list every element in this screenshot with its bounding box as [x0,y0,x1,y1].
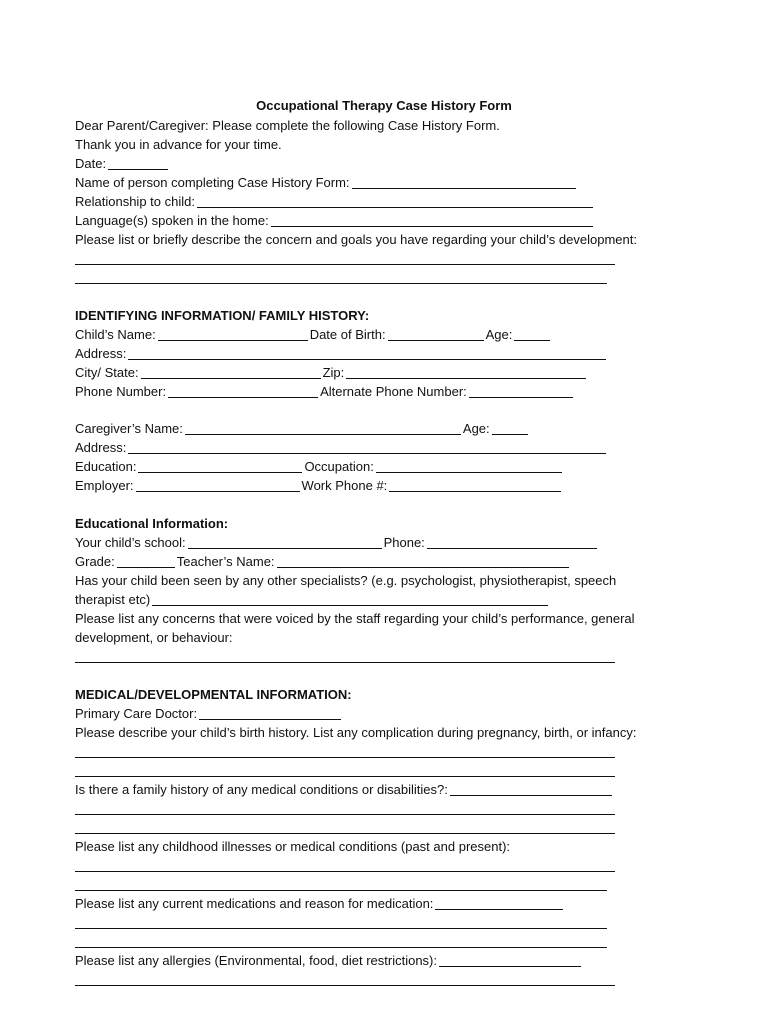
allergies-label: Please list any allergies (Environmental, food, diet restrictions): [75,953,437,968]
childs-name-field[interactable] [158,327,308,341]
date-field[interactable] [108,156,168,170]
education-row [75,457,564,476]
school-phone-label: Phone: [383,535,425,550]
caregiver-name-label: Caregiver’s Name: [75,421,183,436]
specialists-field[interactable] [152,592,548,606]
teacher-field[interactable] [277,554,569,568]
completed-by-label: Name of person completing Case History Form: [75,175,350,190]
identifying-heading: IDENTIFYING INFORMATION/ FAMILY HISTORY: [75,308,370,323]
medications-label: Please list any current medications and reason for medication: [75,896,434,911]
birth-history-answer-line-2[interactable] [75,776,615,777]
caregiver-address-row [75,438,608,457]
caregiver-name-row [75,419,530,438]
family-history-field[interactable] [450,782,612,796]
city-state-row [75,363,588,382]
staff-concerns-answer-line[interactable] [75,662,615,663]
languages-label: Language(s) spoken in the home: [75,213,269,228]
specialists-row-2 [75,590,550,609]
occupation-field[interactable] [376,459,562,473]
birth-history-row [75,723,636,742]
family-history-answer-line-1[interactable] [75,814,615,815]
medications-answer-line-2[interactable] [75,947,607,948]
doctor-field[interactable] [199,706,341,720]
caregiver-age-field[interactable] [492,421,528,435]
childs-name-label: Child’s Name: [75,327,156,342]
employer-label: Employer: [75,478,134,493]
medications-row [75,894,565,913]
address-label: Address: [75,346,127,361]
birth-history-answer-line-1[interactable] [75,757,615,758]
specialists-label-1: Has your child been seen by any other specialists? (e.g. psychologist, physiotherapist, speech [75,573,617,588]
age-label: Age: [485,327,513,342]
staff-concerns-row-1 [75,609,635,628]
staff-concerns-label-1: Please list any concerns that were voiced by the staff regarding your child’s performance, general [75,611,635,626]
grade-label: Grade: [75,554,115,569]
caregiver-name-field[interactable] [185,421,461,435]
work-phone-field[interactable] [389,478,561,492]
birth-history-label: Please describe your child’s birth history. List any complication during pregnancy, birth, or infancy: [75,725,637,740]
phone-field[interactable] [168,384,318,398]
concerns-answer-line-2[interactable] [75,283,607,284]
concerns-label: Please list or briefly describe the concern and goals you have regarding your child’s development: [75,232,637,247]
date-label: Date: [75,156,107,171]
family-history-answer-line-2[interactable] [75,833,615,834]
school-field[interactable] [188,535,382,549]
date-row [75,154,170,173]
education-field[interactable] [138,459,302,473]
staff-concerns-row-2 [75,628,233,647]
allergies-field[interactable] [439,953,581,967]
caregiver-age-label: Age: [462,421,490,436]
educational-heading: Educational Information: [75,516,229,531]
concerns-answer-line-1[interactable] [75,264,615,265]
family-history-row [75,780,614,799]
education-label: Education: [75,459,137,474]
work-phone-label: Work Phone #: [301,478,388,493]
allergies-row [75,951,583,970]
occupation-label: Occupation: [304,459,374,474]
dob-label: Date of Birth: [309,327,386,342]
employer-row [75,476,563,495]
medications-answer-line-1[interactable] [75,928,607,929]
illnesses-answer-line-1[interactable] [75,871,615,872]
school-phone-field[interactable] [427,535,597,549]
zip-label: Zip: [322,365,345,380]
educational-heading-row [75,514,228,533]
dob-field[interactable] [388,327,484,341]
greeting-text [75,116,500,135]
child-name-row [75,325,552,344]
illnesses-label: Please list any childhood illnesses or medical conditions (past and present): [75,839,511,854]
caregiver-address-field[interactable] [128,440,606,454]
zip-field[interactable] [346,365,586,379]
identifying-heading-row [75,306,369,325]
thanks-text [75,135,282,154]
staff-concerns-label-2: development, or behaviour: [75,630,233,645]
relationship-label: Relationship to child: [75,194,195,209]
illnesses-answer-line-2[interactable] [75,890,607,891]
age-field[interactable] [514,327,550,341]
city-state-label: City/ State: [75,365,139,380]
school-row [75,533,599,552]
grade-row [75,552,571,571]
school-label: Your child’s school: [75,535,186,550]
doctor-label: Primary Care Doctor: [75,706,198,721]
thanks-label: Thank you in advance for your time. [75,137,282,152]
alt-phone-field[interactable] [469,384,573,398]
allergies-answer-line-1[interactable] [75,985,615,986]
address-field[interactable] [128,346,606,360]
alt-phone-label: Alternate Phone Number: [320,384,467,399]
family-history-label: Is there a family history of any medical conditions or disabilities?: [75,782,448,797]
completed-by-row [75,173,578,192]
phone-label: Phone Number: [75,384,167,399]
languages-field[interactable] [271,213,593,227]
languages-row [75,211,595,230]
grade-field[interactable] [117,554,175,568]
teacher-label: Teacher’s Name: [176,554,275,569]
specialists-row-1 [75,571,616,590]
greeting-label: Dear Parent/Caregiver: Please complete the following Case History Form. [75,118,500,133]
medical-heading-row [75,685,352,704]
concerns-row [75,230,637,249]
phone-row [75,382,575,401]
employer-field[interactable] [136,478,300,492]
address-row [75,344,608,363]
relationship-field[interactable] [197,194,593,208]
medical-heading: MEDICAL/DEVELOPMENTAL INFORMATION: [75,687,352,702]
form-title: Occupational Therapy Case History Form [256,98,512,113]
relationship-row [75,192,595,211]
completed-by-field[interactable] [352,175,576,189]
specialists-label-2: therapist etc) [75,592,151,607]
doctor-row [75,704,343,723]
medications-field[interactable] [435,896,563,910]
caregiver-address-label: Address: [75,440,127,455]
illnesses-row [75,837,510,856]
city-state-field[interactable] [141,365,321,379]
